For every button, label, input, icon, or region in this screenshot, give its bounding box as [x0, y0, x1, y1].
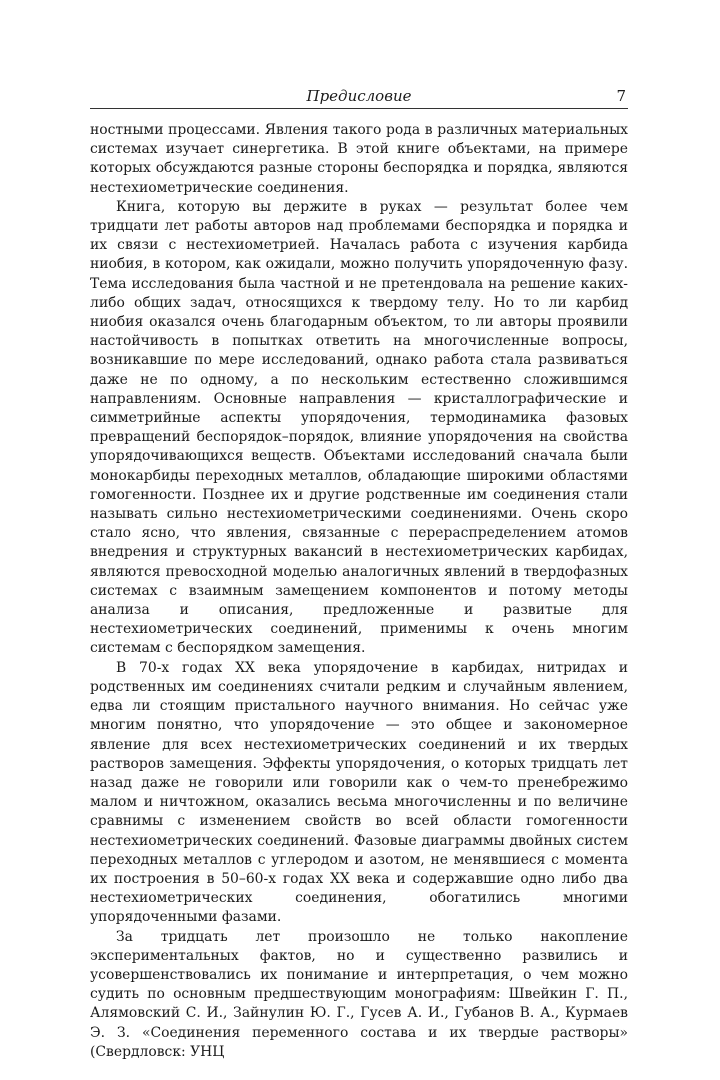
page-number: 7	[616, 87, 626, 105]
running-title: Предисловие	[306, 87, 412, 105]
paragraph: Книга, которую вы держите в руках — результат более чем тридцати лет работы авторов над проблемами беспорядка и порядка и их связи с нестехиометрией. Началась работа с изучения карбида ниобия, в котором, как ожидали, можно получить упорядоченную фазу. Тема исследования была частной и не претендовала на решение каких-либо общих задач, относящихся к твердому телу. Но то ли карбид ниобия оказался очень благодарным объектом, то ли авторы проявили настойчивость в попытках ответить на многочисленные вопросы, возникавшие по мере исследований, однако работа стала развиваться даже не по одному, а по нескольким естественно сложившимся направлениям. Основные направления — кристаллографические и симметрийные аспекты упорядочения, термодинамика фазовых превращений беспорядок–порядок, влияние упорядочения на свойства упорядочивающихся веществ. Объектами исследований сначала были монокарбиды переходных металлов, обладающие широкими областями гомогенности. Позднее их и другие родственные им соединения стали называть сильно нестехиометрическими соединениями. Очень скоро стало ясно, что явления, связанные с перераспределением атомов внедрения и структурных вакансий в нестехиометрических карбидах, являются превосходной моделью аналогичных явлений в твердофазных системах с взаимным замещением компонентов и потому методы анализа и описания, предложенные и развитые для нестехиометрических соединений, применимы к очень многим системам с беспорядком замещения.	[90, 198, 628, 657]
paragraph: За тридцать лет произошло не только накопление экспериментальных фактов, но и существенно развились и усовершенствовались их понимание и интерпретация, о чем можно судить по основным предшествующим монографиям: Швейкин Г. П., Алямовский С. И., Зайнулин Ю. Г., Гусев А. И., Губанов В. А., Курмаев Э. З. «Соединения переменного состава и их твердые растворы» (Свердловск: УНЦ	[90, 928, 628, 1060]
paragraph-continuation: ностными процессами. Явления такого рода в различных материальных системах изучает синергетика. В этой книге объектами, на примере которых обсуждаются разные стороны беспорядка и порядка, являются нестехиометрические соединения.	[90, 122, 628, 196]
body-text	[90, 121, 628, 1062]
running-head	[90, 86, 628, 109]
paragraph: В 70-х годах XX века упорядочение в карбидах, нитридах и родственных им соединениях считали редким и случайным явлением, едва ли стоящим пристального научного внимания. Но сейчас уже многим понятно, что упорядочение — это общее и закономерное явление для всех нестехиометрических соединений и их твердых растворов замещения. Эффекты упорядочения, о которых тридцать лет назад даже не говорили или говорили как о чем-то пренебрежимо малом и ничтожном, оказались весьма многочисленны и по величине сравнимы с изменением свойств во всей области гомогенности нестехиометрических соединений. Фазовые диаграммы двойных систем переходных металлов с углеродом и азотом, не менявшиеся с момента их построения в 50–60-х годах XX века и содержавшие одно либо два нестехиометрических соединения, обогатились многими упорядоченными фазами.	[90, 659, 628, 926]
